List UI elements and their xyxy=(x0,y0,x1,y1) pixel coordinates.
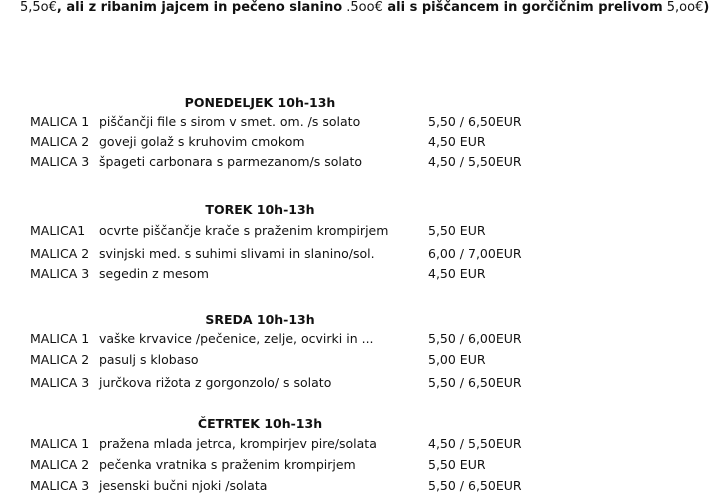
item-code: MALICA 1 xyxy=(30,331,90,346)
item-dish: jesenski bučni njoki /solata xyxy=(99,478,268,493)
item-code: MALICA 3 xyxy=(30,266,90,281)
item-price: 4,50 EUR xyxy=(428,134,486,149)
item-code: MALICA 1 xyxy=(30,114,90,129)
item-code: MALICA 3 xyxy=(30,375,90,390)
item-dish: pasulj s klobaso xyxy=(99,352,199,367)
day-title: SREDA 10h-13h xyxy=(205,312,315,327)
menu-item xyxy=(0,434,718,454)
item-dish: vaške krvavice /pečenice, zelje, ocvirki in ... xyxy=(99,331,374,346)
item-price: 5,50 EUR xyxy=(428,457,486,472)
item-code: MALICA 2 xyxy=(30,134,90,149)
item-price: 5,50 / 6,50EUR xyxy=(428,478,522,493)
item-dish: segedin z mesom xyxy=(99,266,209,281)
item-dish: pečenka vratnika s praženim krompirjem xyxy=(99,457,356,472)
item-code: MALICA 2 xyxy=(30,352,90,367)
item-price: 6,00 / 7,00EUR xyxy=(428,246,522,261)
menu-item xyxy=(0,350,718,370)
day-title: TOREK 10h-13h xyxy=(205,202,315,217)
intro-part-3: .5oo€ xyxy=(342,0,383,15)
item-dish: piščančji file s sirom v smet. om. /s solato xyxy=(99,114,361,129)
item-dish: špageti carbonara s parmezanom/s solato xyxy=(99,154,363,169)
item-code: MALICA 3 xyxy=(30,478,90,493)
menu-item xyxy=(0,112,718,132)
item-price: 4,50 / 5,50EUR xyxy=(428,154,522,169)
item-code: MALICA 1 xyxy=(30,436,90,451)
menu-item xyxy=(0,221,718,241)
menu-item xyxy=(0,476,718,496)
menu-item xyxy=(0,264,718,284)
item-price: 5,50 / 6,50EUR xyxy=(428,114,522,129)
item-code: MALICA 2 xyxy=(30,246,90,261)
day-title: ČETRTEK 10h-13h xyxy=(197,416,323,431)
intro-line xyxy=(20,0,710,16)
menu-item xyxy=(0,244,718,264)
item-price: 5,00 EUR xyxy=(428,352,486,367)
item-price: 4,50 EUR xyxy=(428,266,486,281)
item-dish: goveji golaž s kruhovim cmokom xyxy=(99,134,305,149)
item-price: 5,50 / 6,50EUR xyxy=(428,375,522,390)
item-price: 5,50 EUR xyxy=(428,223,486,238)
item-code: MALICA1 xyxy=(30,223,86,238)
intro-part-5: 5,oo€ xyxy=(662,0,704,15)
item-dish: ocvrte piščančje krače s praženim krompirjem xyxy=(99,223,389,238)
item-price: 5,50 / 6,00EUR xyxy=(428,331,522,346)
menu-item xyxy=(0,373,718,393)
intro-part-4: ali s piščancem in gorčičnim prelivom xyxy=(382,0,663,15)
menu-item xyxy=(0,455,718,475)
menu-item xyxy=(0,132,718,152)
intro-part-2: , ali z ribanim jajcem in pečeno slanino xyxy=(56,0,343,15)
item-code: MALICA 3 xyxy=(30,154,90,169)
item-price: 4,50 / 5,50EUR xyxy=(428,436,522,451)
intro-part-1: 5,5o€ xyxy=(20,0,57,15)
item-dish: svinjski med. s suhimi slivami in slanino/sol. xyxy=(99,246,375,261)
item-code: MALICA 2 xyxy=(30,457,90,472)
menu-item xyxy=(0,329,718,349)
item-dish: pražena mlada jetrca, krompirjev pire/solata xyxy=(99,436,377,451)
item-dish: jurčkova rižota z gorgonzolo/ s solato xyxy=(99,375,332,390)
intro-part-6: ) xyxy=(703,0,710,15)
day-title: PONEDELJEK 10h-13h xyxy=(184,95,336,110)
menu-item xyxy=(0,152,718,172)
